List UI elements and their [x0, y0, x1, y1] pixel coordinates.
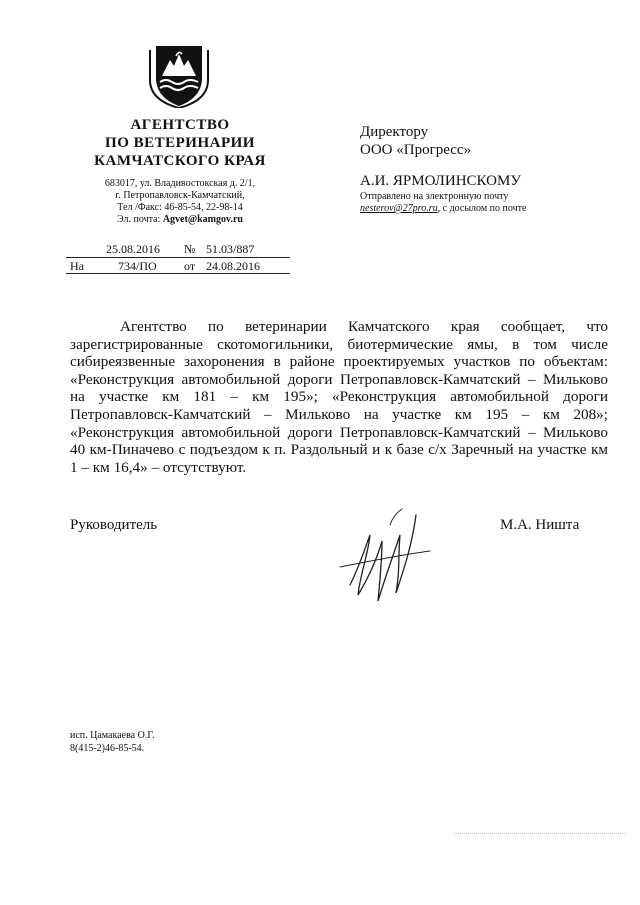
recipient-email-link[interactable]: nesterov@27pro.ru [360, 203, 438, 214]
footer-dotted-line [455, 833, 625, 834]
recipient-position: Директору [360, 124, 429, 140]
recipient-name: А.И. ЯРМОЛИНСКОМУ [360, 173, 521, 189]
handwritten-signature-icon [330, 505, 450, 615]
sender-email-label: Эл. почта: [117, 214, 161, 225]
executor-phone: 8(415-2)46-85-54. [70, 743, 145, 754]
reg-number-sign: № [184, 242, 196, 256]
executor-name: исп. Цамакаева О.Г. [70, 730, 155, 741]
org-name-line1: АГЕНТСТВО [130, 117, 230, 133]
ref-number: 734/ПО [118, 259, 157, 273]
recipient-postal-note: , с досылом по почте [437, 203, 527, 214]
signatory-name: М.А. Ништа [500, 517, 580, 533]
signatory-title: Руководитель [70, 517, 158, 533]
body-paragraph: Агентство по ветеринарии Камчатского края сообщает, что зарегистрированные скотомогильники, биотермические ямы, в том числе сибиреязвенные захоронения в районе проектируемых участков по объектам: «Реконструкция автомобильной дороги Петропавловск-Камчатский – Мильково на участке км 181 – км 195»; «Реконструкция автомобильной дороги Петропавловск-Камчатский – Мильково на участке км 195 – км 208»; «Реконструкция автомобильной дороги Петропавловск-Камчатский – Мильково 40 км-Пиначево с подъездом к п. Раздольный и к базе с/х Заречный на участке км 1 – км 16,4» – отсутствуют. [70, 318, 608, 476]
kamchatka-coat-of-arms-icon [146, 42, 212, 108]
recipient-sent-note: Отправлено на электронную почту [360, 191, 509, 202]
org-name-line3: КАМЧАТСКОГО КРАЯ [94, 153, 266, 169]
recipient-company: ООО «Прогресс» [360, 142, 472, 158]
recipient-email-row [360, 203, 526, 215]
ref-on-label: На [70, 259, 84, 273]
letter-body [70, 318, 608, 476]
reg-number: 51.03/887 [206, 242, 255, 256]
reg-date: 25.08.2016 [106, 242, 160, 256]
sender-phone: Тел /Факс: 46-85-54, 22-98-14 [117, 202, 243, 213]
ref-date: 24.08.2016 [206, 259, 260, 273]
ref-from-label: от [184, 259, 196, 273]
reg-underline-2 [66, 273, 290, 274]
sender-email: Agvet@kamgov.ru [162, 214, 243, 225]
sender-email-row [60, 213, 300, 226]
sender-address-line1: 683017, ул. Владивостокская д. 2/1, [104, 178, 256, 189]
sender-address-line2: г. Петропавловск-Камчатский, [115, 190, 245, 201]
org-name-line2: ПО ВЕТЕРИНАРИИ [105, 135, 255, 151]
reg-underline-1 [66, 257, 290, 258]
